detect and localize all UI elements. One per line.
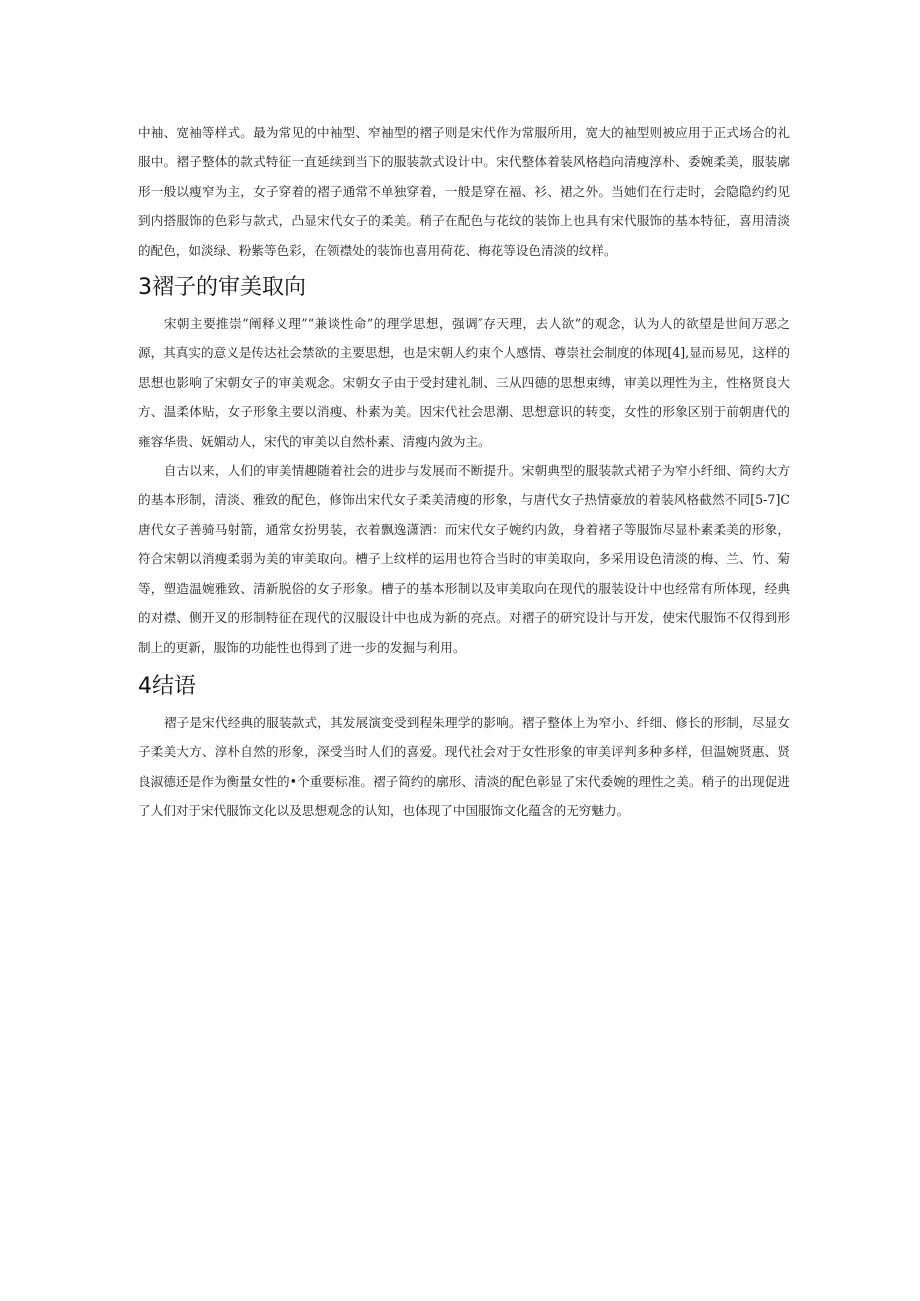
section-3-paragraph-2: 自古以来，人们的审美情趣随着社会的进步与发展而不断提升。宋朝典型的服装款式裙子为窄小纤细、简约大方的基本形制，清淡、雅致的配色，修饰出宋代女子柔美清瘦的形象，与唐代女子热情豪放的着装风格截然不同[5-7]C唐代女子善骑马射箭，通常女扮男装，衣着飘逸潇洒：而宋代女子婉约内敛，身着褚子等服饰尽显朴素柔美的形象，符合宋朝以消瘦柔弱为美的审美取向。槽子上纹样的运用也符合当时的审美取向，多采用设色清淡的梅、兰、竹、菊等，塑造温婉雅致、清新脱俗的女子形象。槽子的基本形制以及审美取向在现代的服装设计中也经常有所体现，经典的对襟、侧开叉的形制特征在现代的汉服设计中也成为新的亮点。对褶子的研究设计与开发，使宋代服饰不仅得到形制上的更新，服饰的功能性也得到了进一步的发掘与利用。 xyxy=(138,463,790,655)
section-4-paragraph-1: 褶子是宋代经典的服装款式，其发展演变受到程朱理学的影响。褶子整体上为窄小、纤细、修长的形制，尽显女子柔美大方、淳朴自然的形象，深受当时人们的喜爱。现代社会对于女性形象的审美评判多种多样，但温婉贤惠、贤良淑德还是作为衡量女性的•个重要标准。褶子简约的廓形、清淡的配色彰显了宋代委婉的理性之美。稍子的出现促进了人们对于宋代服饰文化以及思想观念的认知，也体现了中国服饰文化蕴含的无穷魅力。 xyxy=(138,714,790,819)
document-body xyxy=(138,118,790,826)
section-4-heading: 4结语 xyxy=(138,673,196,699)
intro-paragraph: 中袖、宽袖等样式。最为常见的中袖型、窄袖型的褶子则是宋代作为常服所用，宽大的袖型则被应用于正式场合的礼服中。褶子整体的款式特征一直延续到当下的服装款式设计中。宋代整体着装风格趋向清瘦淳朴、委婉柔美，服装廓形一般以瘦窄为主，女子穿着的褶子通常不单独穿着，一般是穿在褔、衫、裙之外。当她们在行走时，会隐隐约约见到内搭服饰的色彩与款式，凸显宋代女子的柔美。稍子在配色与花纹的装饰上也具有宋代服饰的基本特征，喜用清淡的配色，如淡绿、粉紫等色彩，在领襟处的装饰也喜用荷花、梅花等设色清淡的纹样。 xyxy=(138,125,790,258)
section-3-heading: 3褶子的审美取向 xyxy=(138,275,306,301)
section-3-paragraph-1: 宋朝主要推崇“阐释义理”“兼谈性命”的理学思想，强调″存天理，去人欲”的观念，认为人的欲望是世间万恶之源，其真实的意义是传达社会禁欲的主要思想，也是宋朝人约束个人感情、尊崇社会制度的体现[4],显而易见，这样的思想也影响了宋朝女子的审美观念。宋朝女子由于受封建礼制、三从四德的思想束缚，审美以理性为主，性格贤良大方、温柔体贴，女子形象主要以消瘦、朴素为美。因宋代社会思潮、思想意识的转变，女性的形象区别于前朝唐代的雍容华贵、妩媚动人，宋代的审美以自然朴素、清瘦内敛为主。 xyxy=(138,316,790,449)
